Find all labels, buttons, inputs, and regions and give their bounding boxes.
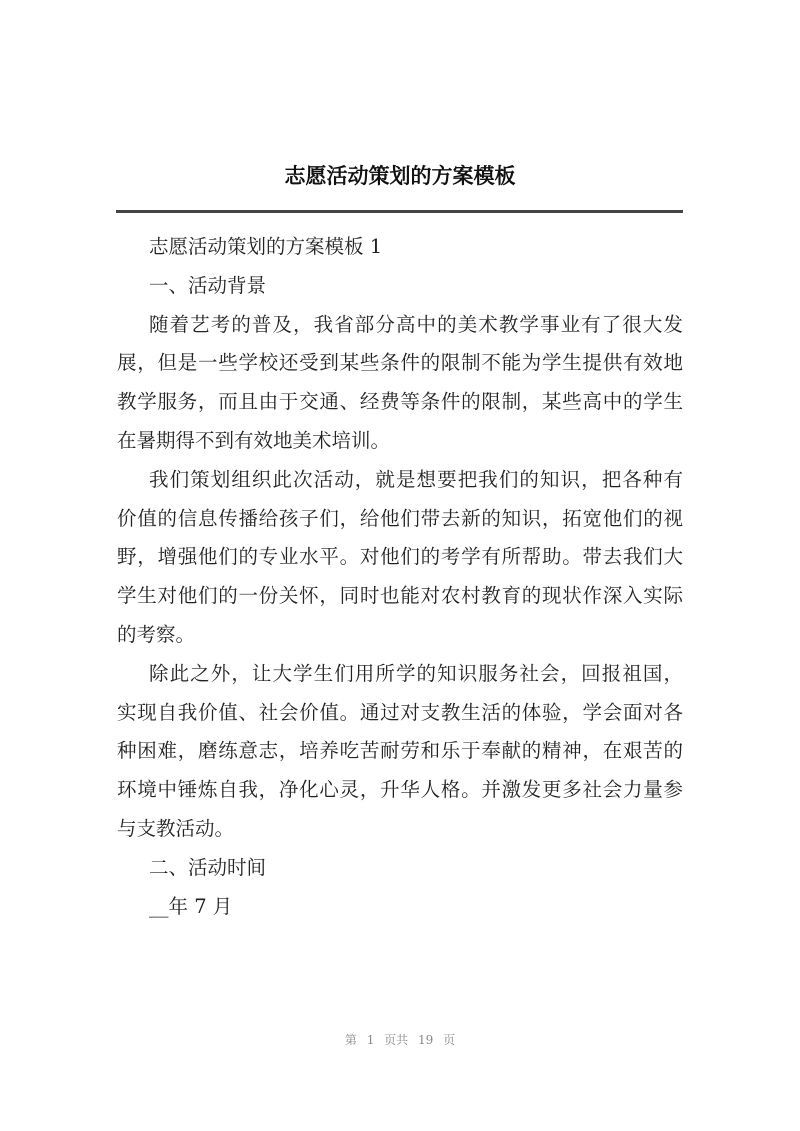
text-line: 我们策划组织此次活动，就是想要把我们的知识，把各种有 <box>149 467 683 491</box>
text-line: 环境中锤炼自我，净化心灵，升华人格。并激发更多社会力量参 <box>117 778 683 802</box>
document-body <box>117 228 683 926</box>
text-line: 二、活动时间 <box>149 855 267 879</box>
text-line: 一、活动背景 <box>149 273 267 297</box>
text-line: 野，增强他们的专业水平。对他们的考学有所帮助。带去我们大 <box>117 545 683 569</box>
text-line: 的考察。 <box>117 622 196 646</box>
paragraph <box>117 267 683 306</box>
text-line: 实现自我价值、社会价值。通过对支教生活的体验，学会面对各 <box>117 700 683 724</box>
text-line: 与支教活动。 <box>117 816 235 840</box>
text-line: 展，但是一些学校还受到某些条件的限制不能为学生提供有效地 <box>117 351 683 375</box>
paragraph <box>117 306 683 461</box>
text-line: __年 7 月 <box>149 894 233 918</box>
text-line: 教学服务，而且由于交通、经费等条件的限制，某些高中的学生 <box>117 390 683 414</box>
paragraph <box>117 655 683 849</box>
page-footer: 第 1 页共 19 页 <box>344 1033 456 1047</box>
title-divider <box>116 210 683 213</box>
paragraph <box>117 461 683 655</box>
document-title: 志愿活动策划的方案模板 <box>284 164 516 188</box>
paragraph <box>117 849 683 888</box>
text-line: 除此之外，让大学生们用所学的知识服务社会，回报祖国， <box>149 661 683 685</box>
paragraph <box>117 228 683 267</box>
text-line: 随着艺考的普及，我省部分高中的美术教学事业有了很大发 <box>149 312 683 336</box>
text-line: 价值的信息传播给孩子们，给他们带去新的知识，拓宽他们的视 <box>117 506 683 530</box>
text-line: 在暑期得不到有效地美术培训。 <box>117 428 391 452</box>
text-line: 种困难，磨练意志，培养吃苦耐劳和乐于奉献的精神，在艰苦的 <box>117 739 683 763</box>
paragraph <box>117 888 683 927</box>
text-line: 志愿活动策划的方案模板 1 <box>149 235 383 258</box>
text-line: 学生对他们的一份关怀，同时也能对农村教育的现状作深入实际 <box>117 584 683 608</box>
